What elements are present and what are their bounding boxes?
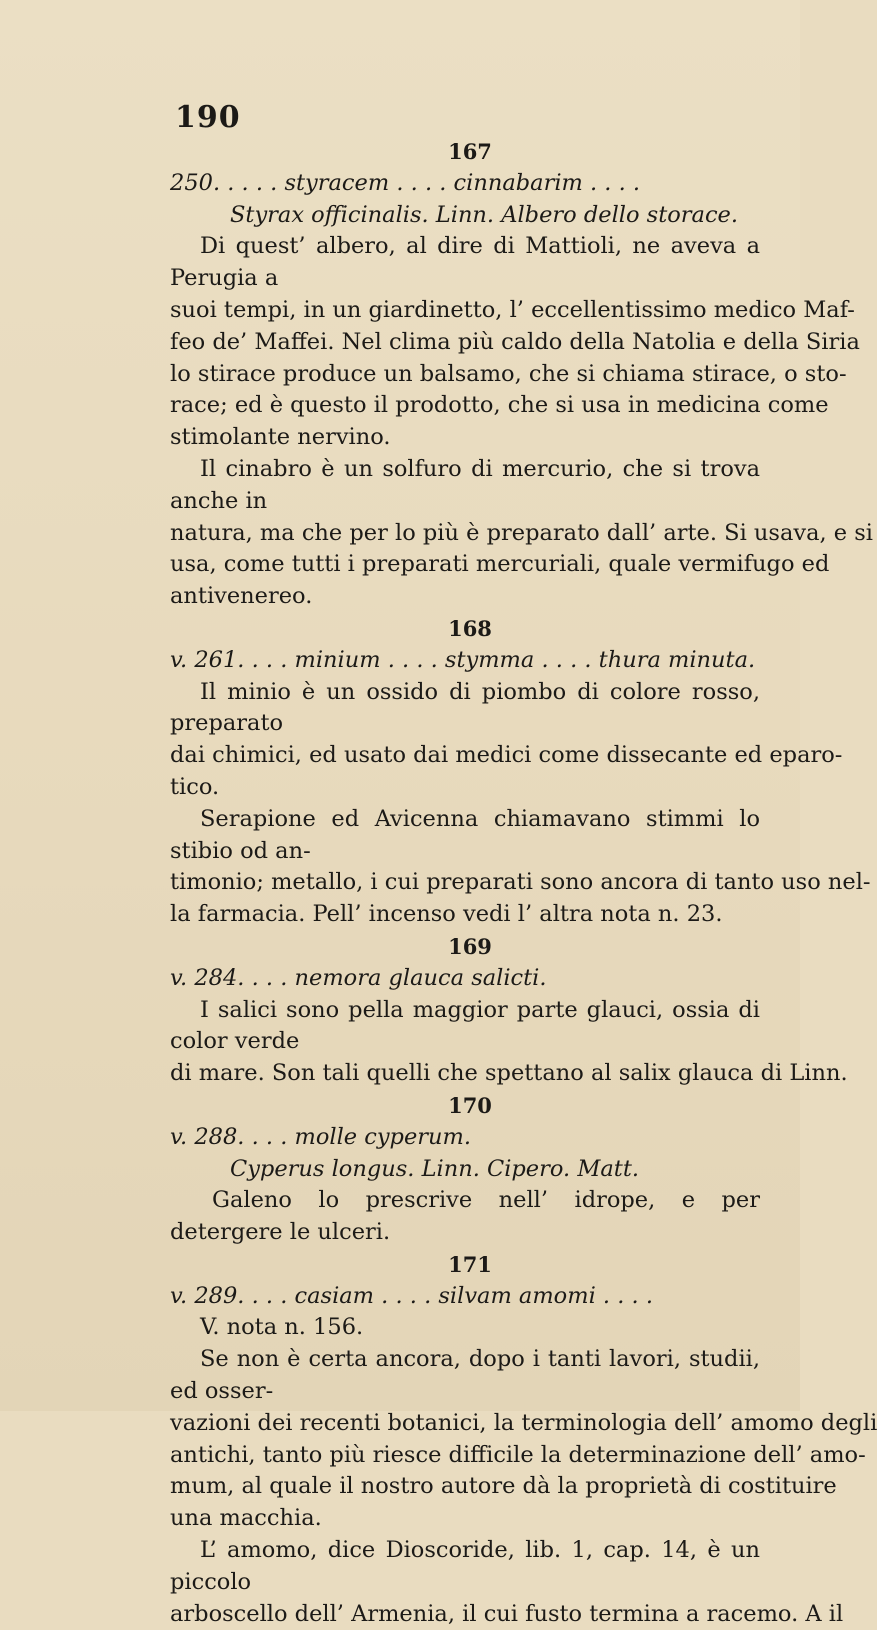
note-number: 169: [448, 933, 492, 959]
note-line: Cyperus longus. Linn. Cipero. Matt.: [230, 1155, 640, 1182]
note-line: antichi, tanto più riesce difficile la determinazione dell’ amo-: [170, 1441, 866, 1468]
note-line: tico.: [170, 773, 220, 800]
note-line: vazioni dei recenti botanici, la terminologia dell’ amomo degli: [170, 1409, 877, 1436]
note-line: stimolante nervino.: [170, 424, 391, 451]
note-line: lo stirace produce un balsamo, che si chiama stirace, o sto-: [170, 360, 847, 387]
text-block: [170, 136, 877, 1630]
note-line: feo de’ Maffei. Nel clima più caldo della Natolia e della Siria: [170, 328, 860, 355]
note-line: I salici sono pella maggior parte glauci, ossia di color verde: [170, 996, 760, 1055]
note-line: Il cinabro è un solfuro di mercurio, che si trova anche in: [170, 455, 760, 514]
verse-line: v. 284. . . . nemora glauca salicti.: [170, 964, 547, 991]
note-line: suoi tempi, in un giardinetto, l’ eccellentissimo medico Maf-: [170, 296, 855, 323]
note-number: 171: [448, 1251, 492, 1277]
note-line: V. nota n. 156.: [200, 1314, 364, 1341]
note-line: race; ed è questo il prodotto, che si usa in medicina come: [170, 392, 829, 419]
note-number: 167: [448, 139, 492, 164]
note-line: antivenereo.: [170, 583, 313, 610]
note-line: Il minio è un ossido di piombo di colore rosso, preparato: [170, 678, 760, 737]
verse-line: v. 261. . . . minium . . . . stymma . . . . thura minuta.: [170, 646, 756, 673]
note-line: di mare. Son tali quelli che spettano al salix glauca di Linn.: [170, 1060, 848, 1087]
note-number: 170: [448, 1092, 492, 1118]
note-line: la farmacia. Pell’ incenso vedi l’ altra nota n. 23.: [170, 901, 723, 928]
note-line: Galeno lo prescrive nell’ idrope, e per detergere le ulceri.: [170, 1187, 760, 1246]
note-number: 168: [448, 615, 492, 641]
note-line: usa, come tutti i preparati mercuriali, quale vermifugo ed: [170, 551, 830, 578]
verse-line: v. 289. . . . casiam . . . . silvam amomi . . . .: [170, 1282, 653, 1309]
note-line: Styrax officinalis. Linn. Albero dello storace.: [230, 201, 739, 228]
page-number: 190: [175, 100, 241, 135]
note-line: L’ amomo, dice Dioscoride, lib. 1, cap. 14, è un piccolo: [170, 1537, 760, 1595]
note-line: una macchia.: [170, 1505, 322, 1532]
note-line: arboscello dell’ Armenia, il cui fusto termina a racemo. A il: [170, 1600, 844, 1627]
note-line: dai chimici, ed usato dai medici come dissecante ed eparo-: [170, 742, 843, 769]
note-line: timonio; metallo, i cui preparati sono ancora di tanto uso nel-: [170, 869, 871, 896]
verse-line: 250. . . . . styracem . . . . cinnabarim . . . .: [170, 169, 641, 196]
note-line: Serapione ed Avicenna chiamavano stimmi lo stibio od an-: [170, 805, 760, 864]
note-line: natura, ma che per lo più è preparato dall’ arte. Si usava, e si: [170, 519, 874, 546]
verse-line: v. 288. . . . molle cyperum.: [170, 1123, 472, 1150]
note-line: mum, al quale il nostro autore dà la proprietà di costituire: [170, 1473, 837, 1500]
note-line: Se non è certa ancora, dopo i tanti lavori, studii, ed osser-: [170, 1346, 760, 1405]
note-line: Di quest’ albero, al dire di Mattioli, ne aveva a Perugia a: [170, 233, 760, 292]
